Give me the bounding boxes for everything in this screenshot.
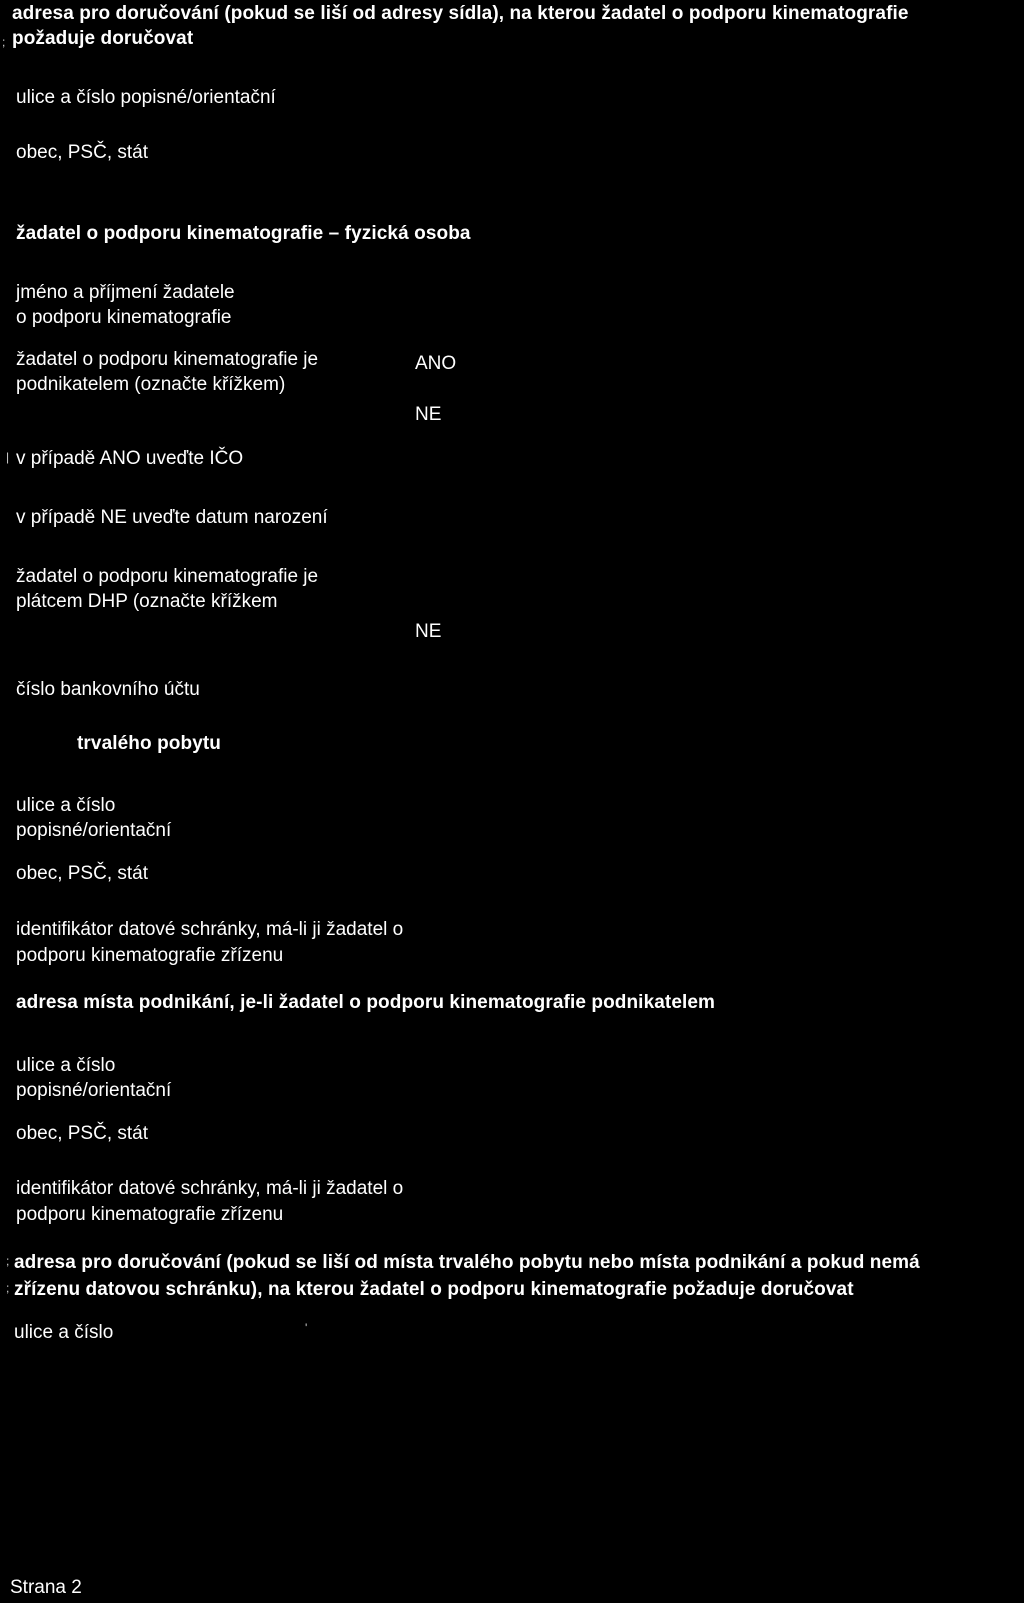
residence-databox-label-line2: podporu kinematografie zřízenu bbox=[16, 945, 284, 966]
business-street-label-line1: ulice a číslo bbox=[16, 1055, 116, 1076]
bank-account-label: číslo bankovního účtu bbox=[16, 679, 200, 700]
entrepreneur-label-line2: podnikatelem (označte křížkem) bbox=[16, 374, 286, 395]
ico-label: v případě ANO uveďte IČO bbox=[16, 448, 244, 469]
scan-mark: ' bbox=[305, 1321, 308, 1335]
business-street-label-line2: popisné/orientační bbox=[16, 1080, 172, 1101]
page-number: Strana 2 bbox=[10, 1577, 82, 1598]
alt-delivery-street-label: ulice a číslo bbox=[14, 1322, 114, 1343]
entrepreneur-option-no: NE bbox=[415, 404, 442, 425]
business-databox-label-line1: identifikátor datové schránky, má-li ji žadatel o bbox=[16, 1178, 404, 1199]
delivery-address-heading-line1: adresa pro doručování (pokud se liší od adresy sídla), na kterou žadatel o podporu kinematografie bbox=[12, 3, 909, 24]
scan-mark: ; bbox=[2, 35, 6, 49]
name-label-line2: o podporu kinematografie bbox=[16, 307, 232, 328]
residence-city-label: obec, PSČ, stát bbox=[16, 863, 149, 884]
scan-mark: ; bbox=[6, 1254, 10, 1268]
permanent-residence-heading: trvalého pobytu bbox=[77, 733, 222, 754]
delivery-address-heading-line2: požaduje doručovat bbox=[12, 28, 194, 49]
entrepreneur-label-line1: žadatel o podporu kinematografie je bbox=[16, 349, 319, 370]
birthdate-label: v případě NE uveďte datum narození bbox=[16, 507, 328, 528]
delivery-city-label: obec, PSČ, stát bbox=[16, 142, 149, 163]
entrepreneur-option-yes: ANO bbox=[415, 353, 457, 374]
residence-databox-label-line1: identifikátor datové schránky, má-li ji žadatel o bbox=[16, 919, 404, 940]
name-label-line1: jméno a příjmení žadatele bbox=[16, 282, 235, 303]
alt-delivery-heading-line2: zřízenu datovou schránku), na kterou žadatel o podporu kinematografie požaduje doručovat bbox=[14, 1279, 854, 1300]
vat-label-line2: plátcem DHP (označte křížkem bbox=[16, 591, 278, 612]
scan-mark: ; bbox=[6, 1281, 10, 1295]
residence-street-label-line1: ulice a číslo bbox=[16, 795, 116, 816]
residence-street-label-line2: popisné/orientační bbox=[16, 820, 172, 841]
vat-option-no: NE bbox=[415, 621, 442, 642]
alt-delivery-heading-line1: adresa pro doručování (pokud se liší od místa trvalého pobytu nebo místa podnikání a pokud nemá bbox=[14, 1252, 920, 1273]
delivery-street-label: ulice a číslo popisné/orientační bbox=[16, 87, 276, 108]
business-address-heading: adresa místa podnikání, je-li žadatel o podporu kinematografie podnikatelem bbox=[16, 992, 716, 1013]
scan-mark: | bbox=[6, 450, 10, 464]
business-city-label: obec, PSČ, stát bbox=[16, 1123, 149, 1144]
business-databox-label-line2: podporu kinematografie zřízenu bbox=[16, 1204, 284, 1225]
vat-label-line1: žadatel o podporu kinematografie je bbox=[16, 566, 319, 587]
natural-person-heading: žadatel o podporu kinematografie – fyzická osoba bbox=[16, 223, 471, 244]
